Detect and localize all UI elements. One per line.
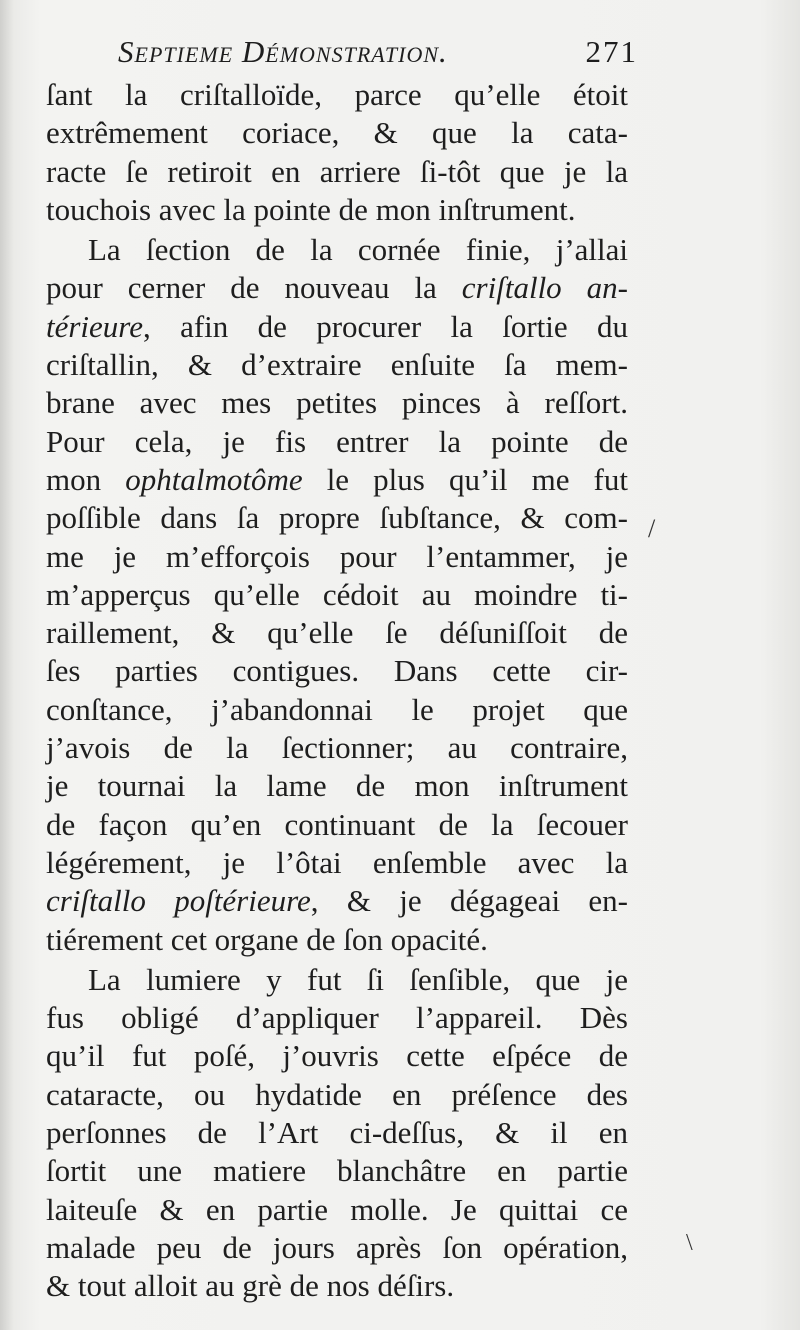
text-line: cataracte, ou hydatide en préſence des (46, 1076, 628, 1112)
text-line: ſes parties contigues. Dans cette cir- (46, 653, 628, 689)
body-text (46, 76, 628, 1306)
text-line: Pour cela, je fis entrer la pointe de (46, 423, 628, 459)
text-line: brane avec mes petites pinces à reſſort. (46, 385, 628, 421)
text-line: laiteuſe & en partie molle. Je quittai ce (46, 1191, 628, 1227)
text-line: tiérement cet organe de ſon opacité. (46, 921, 488, 957)
italic-term: térieure (46, 308, 143, 344)
text-line: perſonnes de l’Art ci-deſſus, & il en (46, 1115, 628, 1151)
text-line: criſtallo poſtérieure, & je dégageai en- (46, 883, 629, 919)
text-line: touchois avec la pointe de mon inſtrument. (46, 191, 576, 227)
page-gutter-shadow (0, 0, 14, 1330)
text-line: pour cerner de nouveau la criſtallo an- (46, 270, 628, 306)
margin-mark: \ (686, 1230, 693, 1256)
text-line: La lumiere y fut ſi ſenſible, que je (88, 961, 628, 997)
text-line: & tout alloit au grè de nos déſirs. (46, 1268, 455, 1304)
text-line: conſtance, j’abandonnai le projet que (46, 691, 628, 727)
italic-term: criſtallo an- (461, 270, 628, 306)
text-line: de façon qu’en continuant de la ſecouer (46, 806, 628, 842)
text-line: criſtallin, & d’extraire enſuite ſa mem- (46, 347, 628, 383)
margin-mark: / (648, 514, 656, 543)
text-line: m’apperçus qu’elle cédoit au moindre ti- (46, 576, 628, 612)
text-line: extrêmement coriace, & que la cata- (46, 115, 628, 151)
text-line: raillement, & qu’elle ſe déſuniſſoit de (46, 615, 628, 651)
text-line: mon ophtalmotôme le plus qu’il me fut (46, 461, 628, 497)
text-line: qu’il fut poſé, j’ouvris cette eſpéce de (46, 1038, 628, 1074)
page-number: 271 (585, 34, 638, 69)
text-line: térieure, afin de procurer la ſortie du (46, 308, 628, 344)
italic-term: criſtallo poſtérieure (46, 883, 311, 919)
italic-term: ophtalmotôme (125, 461, 303, 497)
text-line: ſant la criſtalloïde, parce qu’elle étoit (46, 77, 628, 112)
text-line: me je m’efforçois pour l’entammer, je (46, 538, 628, 574)
text-line: je tournai la lame de mon inſtrument (46, 768, 628, 804)
text-line: La ſection de la cornée finie, j’allai (88, 232, 628, 268)
text-line: poſſible dans ſa propre ſubſtance, & com- (46, 500, 628, 536)
text-line: racte ſe retiroit en arriere ſi-tôt que je la (46, 153, 628, 189)
page-header (118, 32, 638, 72)
text-line: malade peu de jours après ſon opération, (46, 1229, 628, 1265)
text-line: ſortit une matiere blanchâtre en partie (46, 1153, 628, 1189)
text-line: légérement, je l’ôtai enſemble avec la (46, 844, 628, 880)
running-head: Septieme Démonstration. (118, 34, 448, 69)
text-line: fus obligé d’appliquer l’appareil. Dès (46, 1000, 628, 1036)
text-line: j’avois de la ſectionner; au contraire, (46, 730, 628, 766)
